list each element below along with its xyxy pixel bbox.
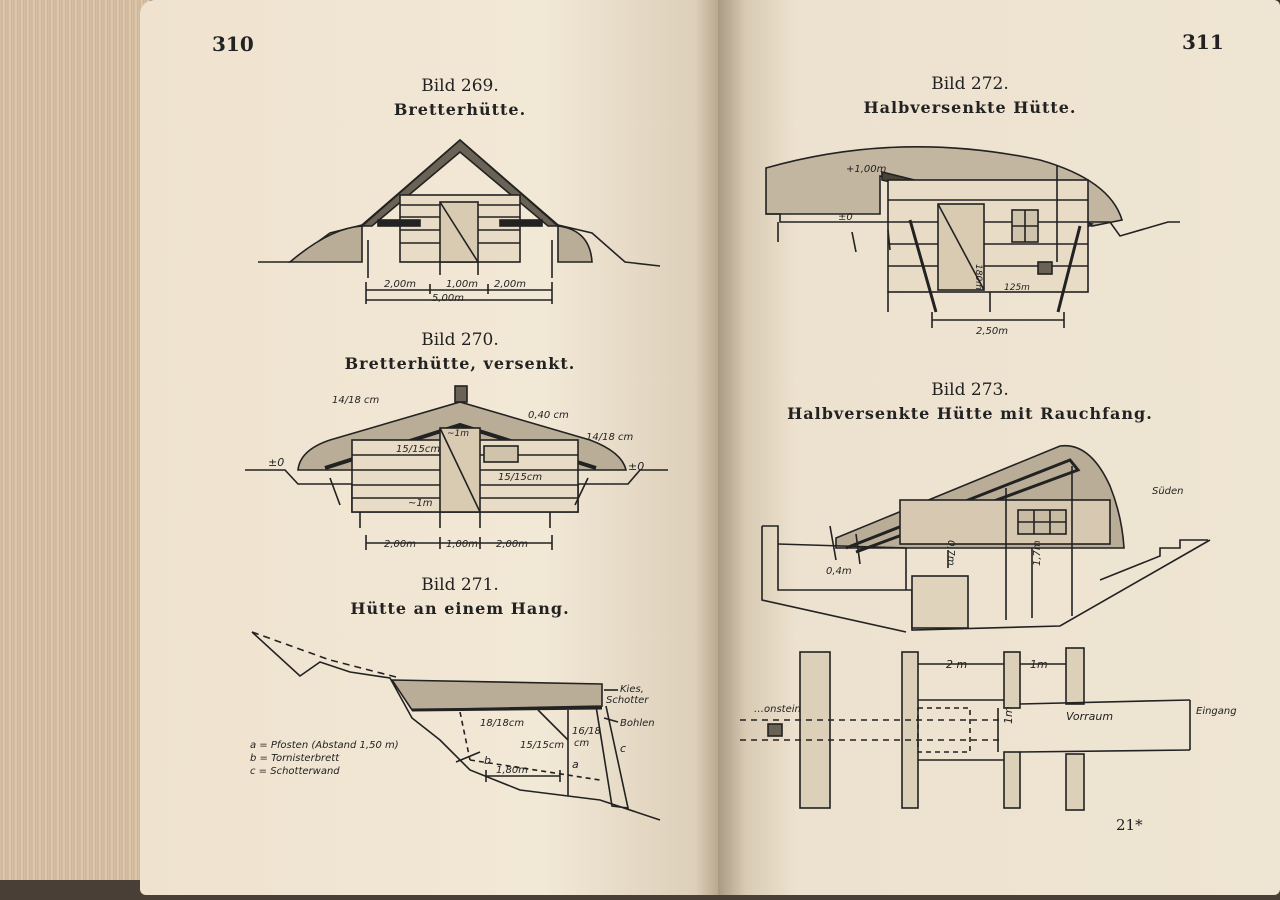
figure-273-number: Bild 273. [931, 380, 1009, 400]
fig271-label-width: 1,80m [496, 765, 529, 776]
figure-271-title: Hütte an einem Hang. [350, 599, 570, 618]
fig270-dim-2: 1,00m [446, 539, 479, 550]
figure-269-title: Bretterhütte. [393, 100, 527, 119]
fig271-legend-a: a = Pfosten (Abstand 1,50 m) [250, 740, 399, 751]
fig273-label-plan-1m-side: 1m [1002, 706, 1015, 724]
fig271-label-beam-1: 18/18cm [480, 718, 525, 729]
fig273-label-height-1: 0,7m [945, 540, 956, 566]
right-page-number: 311 [1182, 30, 1224, 54]
fig271-label-gravel-1: Kies, [620, 684, 644, 695]
fig271-label-b: b [484, 754, 491, 767]
fig271-label-c: c [620, 742, 627, 755]
figure-271-number: Bild 271. [421, 575, 499, 595]
fig270-label-level-left: ±0 [268, 456, 285, 469]
fig273-label-height-2: 1,7m [1032, 540, 1043, 566]
fig271-label-gravel-2: Schotter [606, 695, 649, 706]
figure-269-number: Bild 269. [421, 76, 499, 96]
fig270-label-roof-thickness: 0,40 cm [528, 410, 569, 421]
fig269-dim-1: 2,00m [384, 279, 417, 290]
fig270-label-beam-left: 15/15cm [396, 444, 441, 455]
fig272-label-door-height: 180m [973, 264, 983, 290]
fig273-label-south: Süden [1152, 486, 1184, 497]
fig272-dim-width: 2,50m [976, 326, 1009, 337]
fig271-label-post-1: 16/18 [572, 726, 601, 737]
fig270-dim-3: 2,00m [496, 539, 529, 550]
fig272-label-height: +1,00m [846, 164, 887, 175]
figure-270-number: Bild 270. [421, 330, 499, 350]
figure-273-title: Halbversenkte Hütte mit Rauchfang. [787, 404, 1153, 423]
fig273-label-chimney: …onstein [754, 704, 801, 715]
fig271-label-post-2: cm [574, 738, 590, 749]
fig270-label-floor: ~1m [408, 498, 433, 509]
fig271-legend-b: b = Tornisterbrett [250, 753, 340, 764]
figure-272-title: Halbversenkte Hütte. [863, 98, 1077, 117]
fig270-label-level-right: ±0 [628, 460, 645, 473]
fig269-dim-3: 2,00m [494, 279, 527, 290]
fig273-label-plan-1m-top: 1m [1030, 658, 1048, 671]
fig270-label-door-top: ~1m [447, 429, 470, 439]
fig272-label-wall: 125m [1004, 283, 1030, 293]
figure-270-title: Bretterhütte, versenkt. [344, 354, 576, 373]
fig271-label-a: a [572, 758, 579, 771]
fig273-label-entrance: Eingang [1196, 706, 1237, 717]
fig273-label-plan-2m: 2 m [946, 658, 968, 671]
figure-272-number: Bild 272. [931, 74, 1009, 94]
sheet-signature: 21* [1116, 816, 1143, 834]
fig272-label-level: ±0 [838, 212, 853, 223]
fig271-label-beam-2: 15/15cm [520, 740, 565, 751]
fig271-legend-c: c = Schotterwand [250, 766, 340, 777]
fig270-dim-1: 2,00m [384, 539, 417, 550]
fig273-label-anteroom: Vorraum [1066, 710, 1114, 723]
left-page-number: 310 [212, 32, 254, 56]
fig273-label-depth: 0,4m [826, 566, 852, 577]
fig271-label-planks: Bohlen [620, 718, 655, 729]
fig270-label-beam-right: 15/15cm [498, 472, 543, 483]
fig269-dim-total: 5,00m [432, 293, 465, 304]
fig270-label-rafter-left: 14/18 cm [332, 395, 380, 406]
fig270-label-rafter-right: 14/18 cm [586, 432, 634, 443]
fig269-dim-2: 1,00m [446, 279, 479, 290]
